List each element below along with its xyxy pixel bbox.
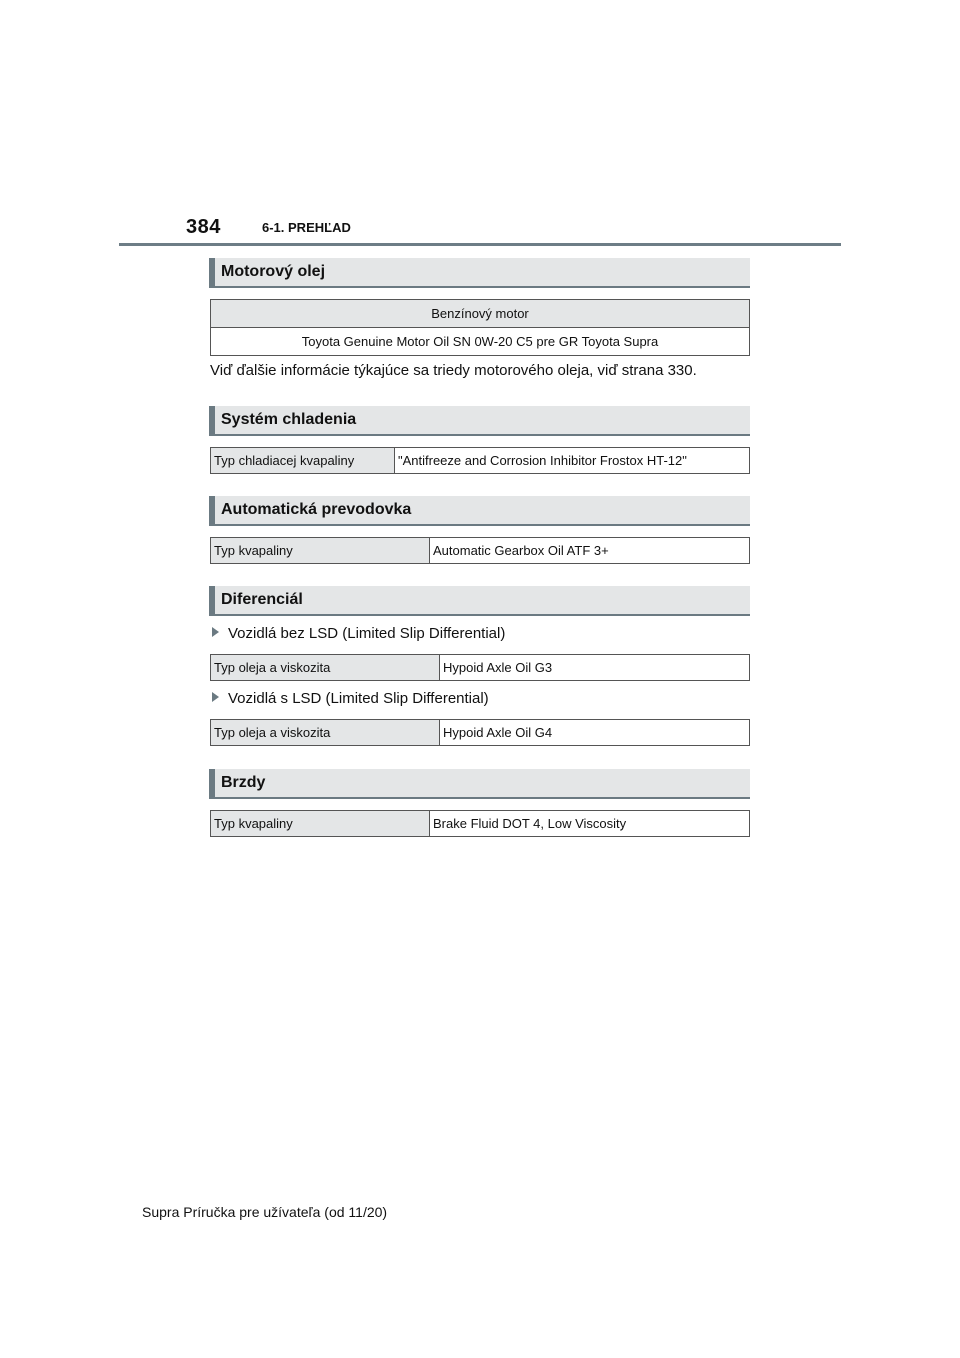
engine-oil-table: [210, 299, 750, 356]
footer-text: Supra Príručka pre užívateľa (od 11/20): [142, 1204, 388, 1220]
differential-g4-table: [210, 719, 750, 746]
differential-g4-value: Hypoid Axle Oil G4: [440, 720, 750, 746]
transmission-heading: Automatická prevodovka: [209, 496, 750, 526]
transmission-value: Automatic Gearbox Oil ATF 3+: [430, 538, 750, 564]
differential-g3-label: Typ oleja a viskozita: [211, 655, 440, 681]
triangle-bullet-icon: [212, 627, 219, 637]
table-row: [211, 328, 750, 356]
brakes-table: [210, 810, 750, 837]
table-row: [211, 811, 750, 837]
engine-oil-heading: Motorový olej: [209, 258, 750, 288]
bullet-text: Vozidlá s LSD (Limited Slip Differential): [228, 690, 489, 707]
header-rule: [119, 243, 841, 246]
cooling-table: [210, 447, 750, 474]
cooling-label: Typ chladiacej kvapaliny: [211, 448, 395, 474]
differential-g3-value: Hypoid Axle Oil G3: [440, 655, 750, 681]
table-row: [211, 448, 750, 474]
cooling-value: "Antifreeze and Corrosion Inhibitor Frostox HT-12": [395, 448, 750, 474]
engine-oil-note: Viď ďalšie informácie týkajúce sa triedy motorového oleja, viď strana 330.: [210, 362, 697, 379]
bullet-text: Vozidlá bez LSD (Limited Slip Differential): [228, 625, 506, 642]
table-row: [211, 655, 750, 681]
engine-oil-table-header: Benzínový motor: [211, 300, 750, 328]
table-row: [211, 720, 750, 746]
brakes-heading: Brzdy: [209, 769, 750, 799]
differential-heading: Diferenciál: [209, 586, 750, 616]
bullet-without-lsd: [212, 625, 505, 642]
brakes-value: Brake Fluid DOT 4, Low Viscosity: [430, 811, 750, 837]
differential-g4-label: Typ oleja a viskozita: [211, 720, 440, 746]
cooling-heading: Systém chladenia: [209, 406, 750, 436]
page-number: 384: [186, 216, 221, 238]
section-label: 6-1. PREHĽAD: [262, 220, 351, 235]
bullet-with-lsd: [212, 690, 489, 707]
triangle-bullet-icon: [212, 692, 219, 702]
engine-oil-table-value: Toyota Genuine Motor Oil SN 0W-20 C5 pre GR Toyota Supra: [211, 328, 750, 356]
table-row: [211, 300, 750, 328]
differential-g3-table: [210, 654, 750, 681]
brakes-label: Typ kvapaliny: [211, 811, 430, 837]
table-row: [211, 538, 750, 564]
transmission-label: Typ kvapaliny: [211, 538, 430, 564]
transmission-table: [210, 537, 750, 564]
